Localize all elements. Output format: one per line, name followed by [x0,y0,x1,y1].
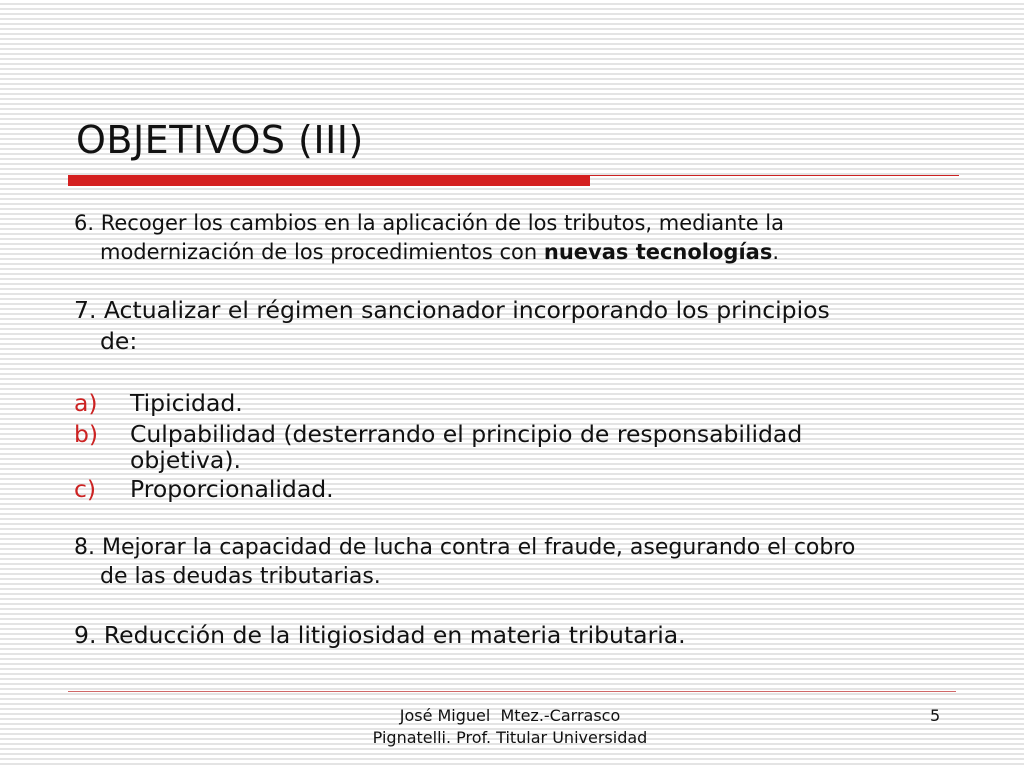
principle-item-b [74,421,910,473]
principle-marker-c: c) [74,475,97,503]
principle-item-c [74,476,910,502]
principle-text-a: Tipicidad. [130,389,243,417]
footer-divider [68,691,956,692]
objective-7-line1: 7. Actualizar el régimen sancionador incorporando los principios [74,296,830,324]
objective-6-line2 [74,238,784,267]
objective-7-line2: de: [100,327,138,355]
footer-author-line1: José Miguel Mtez.-Carrasco [399,706,621,725]
objective-9 [74,620,686,651]
objective-8 [74,533,855,591]
principle-marker-a: a) [74,389,98,417]
objective-7 [74,295,830,357]
footer-author-line2: Pignatelli. Prof. Titular Universidad [372,728,648,747]
page-number: 5 [930,706,941,725]
principle-text-c: Proporcionalidad. [130,475,334,503]
objective-6-emphasis: nuevas tecnologías [543,240,773,264]
footer-author [330,705,690,749]
objective-8-line1: 8. Mejorar la capacidad de lucha contra el fraude, asegurando el cobro [74,535,856,560]
objective-9-line1: 9. Reducción de la litigiosidad en materia tributaria. [74,621,686,649]
title-accent-bar [68,175,590,186]
slide-title: OBJETIVOS (III) [76,118,364,162]
principle-text-b: Culpabilidad (desterrando el principio de responsabilidad objetiva). [130,420,803,474]
objective-8-line2: de las deudas tributarias. [100,564,381,589]
objective-6-line1: 6. Recoger los cambios en la aplicación de los tributos, mediante la [74,211,785,235]
objective-6-text: modernización de los procedimientos con [100,240,544,264]
objective-6 [74,209,784,267]
objective-6-period: . [772,240,780,264]
principle-marker-b: b) [74,420,99,448]
principle-item-a [74,390,910,416]
